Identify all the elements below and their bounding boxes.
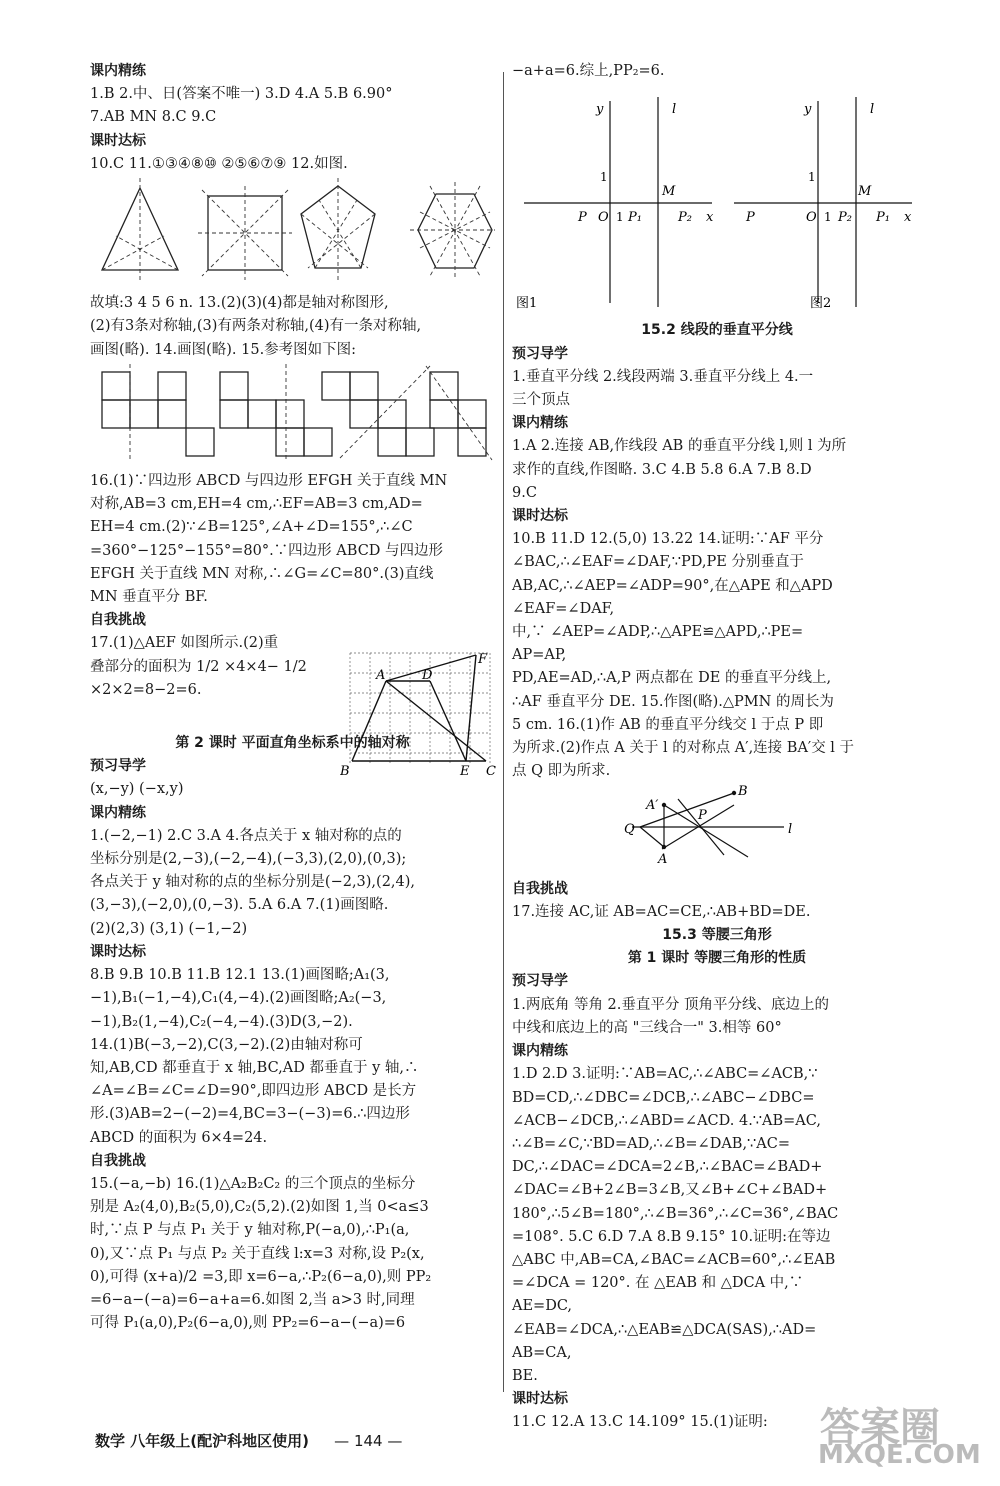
answer-line: AB,AC,∴∠AEP=∠ADP=90°,在△APE 和△APD bbox=[512, 577, 833, 594]
answer-line: 为所求.(2)作点 A 关于 l 的对称点 A′,连接 BA′交 l 于 bbox=[512, 740, 855, 757]
fig1-label-y: y bbox=[596, 102, 604, 118]
fig2-label-P2: P₂ bbox=[838, 210, 852, 226]
fig2-label-x: x bbox=[904, 210, 912, 226]
label-Q: Q bbox=[624, 822, 635, 838]
answer-line: −1),B₂(1,−4),C₂(−4,−4).(3)D(3,−2). bbox=[90, 1013, 353, 1030]
answer-line: (2)有3条对称轴,(3)有两条对称轴,(4)有一条对称轴, bbox=[90, 318, 422, 335]
answer-line: ∴AF 垂直平分 DE. 15.作图(略).△PMN 的周长为 bbox=[512, 693, 834, 710]
answer-line: 对称,AB=3 cm,EH=4 cm,∴EF=AB=3 cm,AD= bbox=[90, 496, 423, 513]
lesson-title: 第 1 课时 等腰三角形的性质 bbox=[627, 950, 807, 967]
answer-line: ∴∠B=∠C,∵BD=AD,∴∠B=∠DAB,∵AC= bbox=[512, 1135, 790, 1152]
answer-line: AB=CA, bbox=[512, 1344, 572, 1361]
answer-line: 1.(−2,−1) 2.C 3.A 4.各点关于 x 轴对称的点的 bbox=[90, 827, 402, 844]
label-P: P bbox=[698, 808, 707, 824]
fig1-label-l: l bbox=[672, 102, 677, 118]
fig2-label-one-x: 1 bbox=[824, 210, 832, 225]
label-Aprime: A′ bbox=[646, 798, 659, 814]
section-heading: 课时达标 bbox=[90, 943, 146, 960]
answer-line: 0),可得 (x+a)/2 =3,即 x=6−a,∴P₂(6−a,0),则 PP₂ bbox=[90, 1268, 432, 1285]
answer-line: 中,∵ ∠AEP=∠ADP,∴△APE≌△APD,∴PE= bbox=[512, 624, 804, 641]
answer-line: 时,∵点 P 与点 P₁ 关于 y 轴对称,P(−a,0),∴P₁(a, bbox=[90, 1222, 410, 1239]
section-heading: 课时达标 bbox=[90, 132, 146, 149]
answer-line: 9.C bbox=[512, 484, 537, 501]
point-Aprime bbox=[662, 803, 666, 807]
section-heading: 预习导学 bbox=[90, 758, 146, 775]
section-heading: 自我挑战 bbox=[90, 612, 146, 629]
answer-line: 坐标分别是(2,−3),(−2,−4),(−3,3),(2,0),(0,3); bbox=[90, 851, 407, 868]
answer-line: 7.AB MN 8.C 9.C bbox=[90, 109, 217, 126]
fig1-label-M: M bbox=[662, 184, 676, 200]
answer-line: ABCD 的面积为 6×4=24. bbox=[90, 1129, 268, 1146]
label-B: B bbox=[738, 784, 748, 800]
answer-line: ∠ACB−∠DCB,∴∠ABD=∠ACD. 4.∵AB=AC, bbox=[512, 1112, 821, 1129]
answer-line: 14.(1)B(−3,−2),C(3,−2).(2)由轴对称可 bbox=[90, 1036, 363, 1053]
label-A: A bbox=[658, 852, 668, 868]
fig2-label-P: P bbox=[746, 210, 755, 226]
page-number: — 144 — bbox=[334, 1432, 403, 1450]
fig2-caption: 图2 bbox=[810, 296, 832, 312]
answer-line: AP=AP, bbox=[512, 647, 567, 664]
label-C: C bbox=[486, 764, 496, 775]
answer-line: ∠EAF=∠DAF, bbox=[512, 600, 615, 617]
section-heading: 课时达标 bbox=[512, 508, 568, 525]
answer-line: △ABC 中,AB=CA,∠BAC=∠ACB=60°,∴∠EAB bbox=[512, 1251, 836, 1268]
fig1-label-one: 1 bbox=[600, 170, 608, 185]
answer-line: 叠部分的面积为 1/2 ×4×4− 1/2 bbox=[90, 658, 307, 675]
section-title: 15.3 等腰三角形 bbox=[662, 927, 772, 944]
fig1-label-P2: P₂ bbox=[678, 210, 692, 226]
answer-line: 15.(−a,−b) 16.(1)△A₂B₂C₂ 的三个顶点的坐标分 bbox=[90, 1175, 416, 1192]
answer-line: 0),又∵点 P₁ 与点 P₂ 关于直线 l:x=3 对称,设 P₂(x, bbox=[90, 1245, 425, 1262]
fig1-label-x: x bbox=[706, 210, 714, 226]
symmetry-polygons-figure bbox=[90, 176, 495, 284]
answer-line: =108°. 5.C 6.D 7.A 8.B 9.15° 10.证明:在等边 bbox=[512, 1228, 831, 1245]
answer-line: 可得 P₁(a,0),P₂(6−a,0),则 PP₂=6−a−(−a)=6 bbox=[90, 1315, 406, 1332]
answer-line: ×2×2=8−2=6. bbox=[90, 681, 202, 698]
answer-line: EFGH 关于直线 MN 对称,∴∠G=∠C=80°.(3)直线 bbox=[90, 565, 434, 582]
fig1-caption: 图1 bbox=[516, 296, 538, 312]
answer-line: PD,AE=AD,∴A,P 两点都在 DE 的垂直平分线上, bbox=[512, 670, 832, 687]
section-heading: 自我挑战 bbox=[512, 880, 568, 897]
answer-line: 17.连接 AC,证 AB=AC=CE,∴AB+BD=DE. bbox=[512, 903, 811, 920]
answer-line: −1),B₁(−1,−4),C₁(4,−4).(2)画图略;A₂(−3, bbox=[90, 990, 387, 1007]
section-heading: 预习导学 bbox=[512, 973, 568, 990]
section-heading: 课内精练 bbox=[90, 804, 146, 821]
answer-line: 1.D 2.D 3.证明:∵AB=AC,∴∠ABC=∠ACB,∵ bbox=[512, 1066, 818, 1083]
fig2-label-P1: P₁ bbox=[876, 210, 890, 226]
answer-line: 16.(1)∵四边形 ABCD 与四边形 EFGH 关于直线 MN bbox=[90, 473, 448, 490]
answer-line: BD=CD,∴∠DBC=∠DCB,∴∠ABC−∠DBC= bbox=[512, 1089, 815, 1106]
fig2-label-O: O bbox=[806, 210, 817, 226]
watermark-logo: 答案圈 bbox=[820, 1405, 940, 1451]
answer-line: =360°−125°−155°=80°.∵四边形 ABCD 与四边形 bbox=[90, 542, 444, 559]
square-nets-figure bbox=[90, 362, 495, 462]
answer-line: =∠DCA = 120°. 在 △EAB 和 △DCA 中,∵ bbox=[512, 1275, 804, 1292]
answer-line: ∠BAC,∴∠EAF=∠DAF,∵PD,PE 分别垂直于 bbox=[512, 554, 804, 571]
answer-line: −a+a=6.综上,PP₂=6. bbox=[512, 63, 665, 79]
answer-line: 5 cm. 16.(1)作 AB 的垂直平分线交 l 于点 P 即 bbox=[512, 716, 824, 733]
answer-line: 1.A 2.连接 AB,作线段 AB 的垂直平分线 l,则 l 为所 bbox=[512, 438, 847, 455]
answer-line: 11.C 12.A 13.C 14.109° 15.(1)证明: bbox=[512, 1414, 768, 1431]
answer-line: ∠EAB=∠DCA,∴△EAB≌△DCA(SAS),∴AD= bbox=[512, 1321, 817, 1338]
answer-line: ∠DAC=∠B+2∠B=3∠B,又∠B+∠C+∠BAD+ bbox=[512, 1182, 828, 1199]
answer-line: 1.垂直平分线 2.线段两端 3.垂直平分线上 4.一 bbox=[512, 368, 814, 385]
answer-line: 形.(3)AB=2−(−2)=4,BC=3−(−3)=6.∴四边形 bbox=[90, 1106, 410, 1123]
answer-line: (2)(2,3) (3,1) (−1,−2) bbox=[90, 920, 248, 937]
answer-line: (x,−y) (−x,y) bbox=[90, 781, 184, 798]
footer-subject: 数学 八年级上(配沪科地区使用) bbox=[95, 1432, 309, 1450]
section-heading: 课内精练 bbox=[512, 1043, 568, 1060]
fig2-label-y: y bbox=[804, 102, 812, 118]
fig1-label-P1: P₁ bbox=[628, 210, 642, 226]
answer-line: 三个顶点 bbox=[512, 392, 570, 409]
label-B: B bbox=[340, 764, 350, 775]
answer-line: 1.两底角 等角 2.垂直平分 顶角平分线、底边上的 bbox=[512, 996, 829, 1013]
answer-line: EH=4 cm.(2)∵∠B=125°,∠A+∠D=155°,∴∠C bbox=[90, 519, 413, 536]
answer-line: AE=DC, bbox=[512, 1298, 573, 1315]
answer-line: 1.B 2.中、日(答案不唯一) 3.D 4.A 5.B 6.90° bbox=[90, 86, 393, 103]
fig1-label-O: O bbox=[598, 210, 609, 226]
answer-line: (3,−3),(−2,0),(0,−3). 5.A 6.A 7.(1)画图略. bbox=[90, 897, 389, 914]
point-B bbox=[732, 791, 736, 795]
fig2-label-M: M bbox=[858, 184, 872, 200]
perpendicular-bisector-figure bbox=[512, 783, 922, 869]
watermark-url: MXQE.COM bbox=[818, 1440, 981, 1470]
answer-line: ∠A=∠B=∠C=∠D=90°,即四边形 ABCD 是长方 bbox=[90, 1083, 417, 1100]
answer-line: 8.B 9.B 10.B 11.B 12.1 13.(1)画图略;A₁(3, bbox=[90, 967, 390, 984]
answer-line: 知,AB,CD 都垂直于 x 轴,BC,AD 都垂直于 y 轴,∴ bbox=[90, 1059, 419, 1076]
point-A bbox=[662, 845, 666, 849]
answer-line: 17.(1)△AEF 如图所示.(2)重 bbox=[90, 635, 279, 652]
answer-line: 别是 A₂(4,0),B₂(5,0),C₂(5,2).(2)如图 1,当 0<a≤3 bbox=[90, 1199, 429, 1216]
coordinate-figures bbox=[512, 83, 922, 311]
answer-line: 画图(略). 14.画图(略). 15.参考图如下图: bbox=[90, 341, 357, 358]
answer-line: 故填:3 4 5 6 n. 13.(2)(3)(4)都是轴对称图形, bbox=[90, 295, 389, 312]
fig2-label-l: l bbox=[870, 102, 875, 118]
label-l: l bbox=[788, 822, 793, 838]
fig1-label-P: P bbox=[578, 210, 587, 226]
answer-line: DC,∴∠DAC=∠DCA=2∠B,∴∠BAC=∠BAD+ bbox=[512, 1159, 823, 1176]
grid-triangle-figure bbox=[340, 645, 500, 775]
lesson-title: 第 2 课时 平面直角坐标系中的轴对称 bbox=[175, 735, 410, 752]
section-heading: 课内精练 bbox=[90, 63, 146, 79]
answer-line: 180°,∴5∠B=180°,∴∠B=36°,∴∠C=36°,∠BAC bbox=[512, 1205, 839, 1222]
fig1-label-one-x: 1 bbox=[616, 210, 624, 225]
answer-line: BE. bbox=[512, 1367, 538, 1384]
answer-line: 各点关于 y 轴对称的点的坐标分别是(−2,3),(2,4), bbox=[90, 874, 416, 891]
section-heading: 自我挑战 bbox=[90, 1152, 146, 1169]
fig2-label-one: 1 bbox=[808, 170, 816, 185]
section-heading: 课时达标 bbox=[512, 1391, 568, 1408]
label-E: E bbox=[460, 764, 470, 775]
section-heading: 课内精练 bbox=[512, 415, 568, 432]
section-heading: 预习导学 bbox=[512, 345, 568, 362]
answer-line: 点 Q 即为所求. bbox=[512, 763, 611, 780]
right-column bbox=[512, 60, 922, 1435]
lesson-title: 15.2 线段的垂直平分线 bbox=[641, 322, 793, 339]
answer-line: 求作的直线,作图略. 3.C 4.B 5.8 6.A 7.B 8.D bbox=[512, 461, 812, 478]
answer-line: =6−a−(−a)=6−a+a=6.如图 2,当 a>3 时,同理 bbox=[90, 1291, 415, 1308]
column-divider bbox=[503, 72, 504, 1392]
label-F: F bbox=[478, 652, 488, 667]
answer-line: 10.B 11.D 12.(5,0) 13.22 14.证明:∵AF 平分 bbox=[512, 531, 824, 548]
label-A: A bbox=[376, 668, 386, 683]
answer-line: 10.C 11.①③④⑧⑩ ②⑤⑥⑦⑨ 12.如图. bbox=[90, 155, 348, 172]
answer-line: 中线和底边上的高 "三线合一" 3.相等 60° bbox=[512, 1019, 782, 1036]
label-D: D bbox=[422, 668, 433, 683]
answer-line: MN 垂直平分 BF. bbox=[90, 589, 208, 606]
page-footer bbox=[95, 1430, 402, 1451]
